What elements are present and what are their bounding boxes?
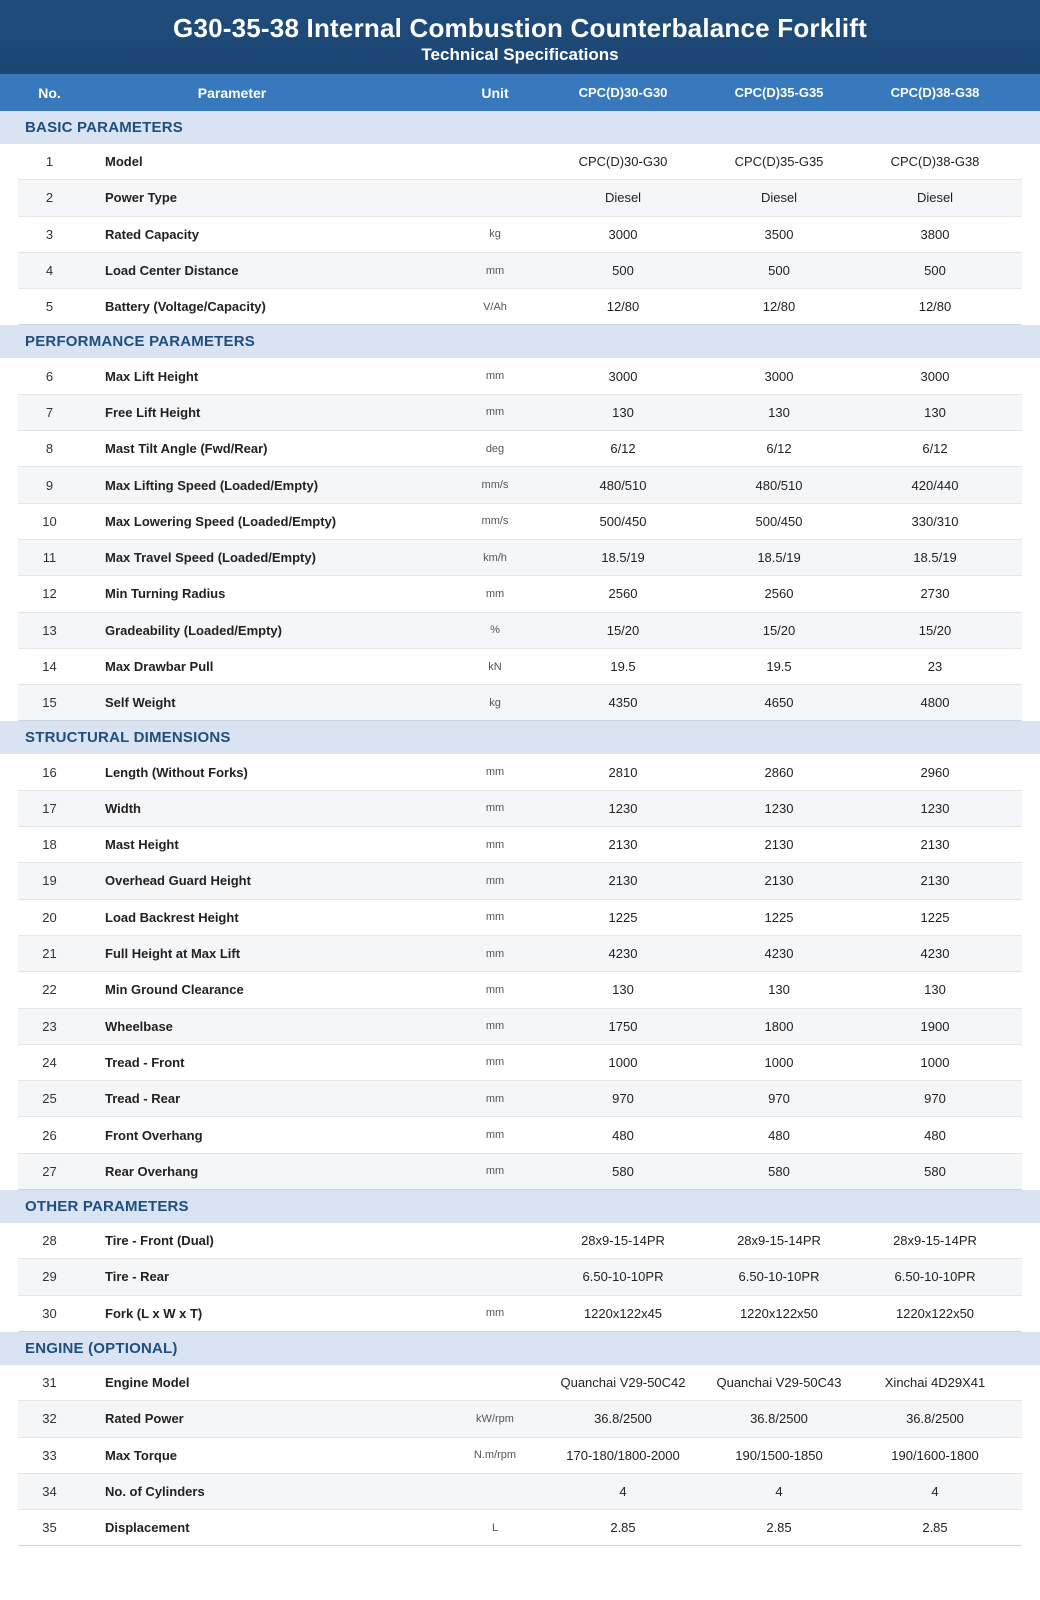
row-number: 16 bbox=[42, 764, 57, 780]
value-model-1: 130 bbox=[612, 404, 634, 420]
parameter-name: Max Lifting Speed (Loaded/Empty) bbox=[105, 477, 319, 493]
unit-cell: km/h bbox=[483, 551, 507, 564]
section-rows bbox=[18, 144, 1022, 325]
table-row bbox=[18, 1474, 1022, 1510]
value-model-2: 580 bbox=[768, 1163, 790, 1179]
value-model-2: 15/20 bbox=[762, 622, 796, 638]
row-number: 18 bbox=[42, 837, 57, 853]
table-row bbox=[18, 1438, 1022, 1474]
row-number: 20 bbox=[42, 909, 57, 925]
value-model-2: 18.5/19 bbox=[757, 550, 801, 566]
value-model-3: 6.50-10-10PR bbox=[894, 1269, 976, 1285]
section-rows bbox=[18, 1223, 1022, 1332]
value-model-2: Quanchai V29-50C43 bbox=[716, 1375, 842, 1391]
row-number: 2 bbox=[45, 190, 54, 206]
table-row bbox=[18, 900, 1022, 936]
value-model-2: 130 bbox=[768, 982, 790, 998]
unit-cell: mm bbox=[485, 1165, 505, 1178]
value-model-2: 130 bbox=[768, 404, 790, 420]
value-model-2: 28x9-15-14PR bbox=[737, 1233, 821, 1249]
row-number: 25 bbox=[42, 1091, 57, 1107]
parameter-name: Rated Capacity bbox=[105, 226, 199, 242]
row-number: 12 bbox=[42, 586, 57, 602]
parameter-name: Tread - Rear bbox=[105, 1091, 181, 1107]
parameter-name: Self Weight bbox=[105, 695, 176, 711]
unit-cell: mm bbox=[485, 1092, 505, 1105]
row-number: 31 bbox=[42, 1375, 57, 1391]
row-number: 29 bbox=[42, 1269, 57, 1285]
table-row bbox=[18, 358, 1022, 394]
value-model-1: 130 bbox=[612, 982, 634, 998]
table-row bbox=[18, 431, 1022, 467]
value-model-3: 15/20 bbox=[918, 622, 952, 638]
page-subtitle: Technical Specifications bbox=[421, 45, 619, 64]
value-model-1: 19.5 bbox=[610, 659, 636, 674]
value-model-3: 28x9-15-14PR bbox=[893, 1233, 977, 1249]
parameter-name: Displacement bbox=[105, 1520, 190, 1536]
title-banner bbox=[0, 0, 1040, 74]
table-row bbox=[18, 253, 1022, 289]
row-number: 32 bbox=[42, 1411, 57, 1427]
value-model-3: 4230 bbox=[920, 946, 950, 962]
value-model-1: Quanchai V29-50C42 bbox=[560, 1375, 686, 1391]
value-model-2: 3000 bbox=[764, 368, 794, 384]
row-number: 17 bbox=[42, 800, 57, 816]
table-row bbox=[18, 1259, 1022, 1295]
row-number: 27 bbox=[42, 1163, 57, 1179]
value-model-2: 6/12 bbox=[766, 441, 792, 457]
value-model-3: Diesel bbox=[916, 190, 954, 206]
row-number: 6 bbox=[45, 368, 54, 384]
row-number: 22 bbox=[42, 982, 57, 998]
parameter-name: Fork (L x W x T) bbox=[105, 1305, 203, 1321]
unit-cell: % bbox=[490, 624, 500, 637]
value-model-1: 3000 bbox=[608, 368, 638, 384]
table-row bbox=[18, 504, 1022, 540]
value-model-2: 2860 bbox=[764, 764, 794, 780]
parameter-name: Max Lowering Speed (Loaded/Empty) bbox=[105, 513, 337, 529]
spec-table-body bbox=[0, 111, 1040, 1546]
value-model-2: Diesel bbox=[760, 190, 798, 206]
value-model-3: 130 bbox=[924, 982, 946, 998]
unit-cell: mm/s bbox=[481, 515, 509, 528]
parameter-name: Overhead Guard Height bbox=[105, 873, 251, 889]
table-row bbox=[18, 1296, 1022, 1332]
unit-cell: mm bbox=[485, 264, 505, 277]
section-header: OTHER PARAMETERS bbox=[0, 1190, 1040, 1223]
value-model-1: 2130 bbox=[608, 837, 638, 853]
row-number: 24 bbox=[42, 1054, 57, 1070]
value-model-1: 970 bbox=[612, 1091, 634, 1107]
value-model-3: 18.5/19 bbox=[913, 550, 957, 566]
parameter-name: Min Turning Radius bbox=[105, 586, 226, 602]
row-number: 26 bbox=[42, 1127, 57, 1143]
value-model-1: 1750 bbox=[608, 1018, 638, 1034]
value-model-1: 2130 bbox=[608, 873, 638, 889]
value-model-2: 2130 bbox=[764, 873, 794, 889]
parameter-name: No. of Cylinders bbox=[105, 1483, 205, 1499]
value-model-2: 500 bbox=[768, 263, 790, 279]
parameter-name: Front Overhang bbox=[105, 1127, 203, 1143]
value-model-3: 2130 bbox=[920, 837, 950, 853]
table-row bbox=[18, 972, 1022, 1008]
unit-cell: mm bbox=[485, 587, 505, 600]
value-model-1: 4 bbox=[619, 1483, 627, 1499]
table-row bbox=[18, 180, 1022, 216]
parameter-name: Model bbox=[105, 154, 143, 170]
table-row bbox=[18, 576, 1022, 612]
value-model-3: 1220x122x50 bbox=[895, 1305, 975, 1321]
row-number: 1 bbox=[45, 154, 54, 170]
value-model-3: 6/12 bbox=[922, 441, 948, 457]
page-title: G30-35-38 Internal Combustion Counterbalance Forklift bbox=[173, 13, 867, 43]
value-model-2: 4230 bbox=[764, 946, 794, 962]
value-model-1: 170-180/1800-2000 bbox=[566, 1447, 680, 1463]
parameter-name: Load Backrest Height bbox=[105, 909, 239, 925]
value-model-1: 500/450 bbox=[599, 513, 647, 529]
row-number: 33 bbox=[42, 1447, 57, 1463]
table-row bbox=[18, 1223, 1022, 1259]
value-model-3: Xinchai 4D29X41 bbox=[884, 1375, 986, 1391]
value-model-3: 500 bbox=[924, 263, 946, 279]
unit-cell: deg bbox=[485, 442, 505, 455]
column-header-model-3: CPC(D)38-G38 bbox=[890, 85, 980, 100]
value-model-1: 28x9-15-14PR bbox=[581, 1233, 665, 1249]
value-model-1: 480 bbox=[612, 1127, 634, 1143]
value-model-1: 12/80 bbox=[606, 299, 640, 315]
value-model-2: 1230 bbox=[764, 800, 794, 816]
row-number: 21 bbox=[42, 946, 57, 962]
unit-cell: kN bbox=[488, 660, 502, 673]
parameter-name: Width bbox=[105, 800, 141, 816]
value-model-1: 1225 bbox=[608, 909, 638, 925]
parameter-name: Mast Height bbox=[105, 837, 179, 853]
parameter-name: Max Drawbar Pull bbox=[105, 659, 214, 674]
table-row bbox=[18, 1045, 1022, 1081]
table-row bbox=[18, 540, 1022, 576]
table-row bbox=[18, 754, 1022, 790]
table-row bbox=[18, 467, 1022, 503]
value-model-3: 2960 bbox=[920, 764, 950, 780]
unit-cell: mm bbox=[485, 1056, 505, 1069]
parameter-name: Full Height at Max Lift bbox=[105, 946, 241, 962]
value-model-1: 36.8/2500 bbox=[594, 1411, 652, 1427]
table-row bbox=[18, 1401, 1022, 1437]
parameter-name: Min Ground Clearance bbox=[105, 982, 244, 998]
value-model-1: 580 bbox=[612, 1163, 634, 1179]
value-model-3: 330/310 bbox=[911, 513, 959, 529]
value-model-2: 970 bbox=[768, 1091, 790, 1107]
value-model-1: 6.50-10-10PR bbox=[582, 1269, 664, 1285]
value-model-3: 3000 bbox=[920, 368, 950, 384]
column-header-model-1: CPC(D)30-G30 bbox=[578, 85, 668, 100]
unit-cell: mm bbox=[485, 766, 505, 779]
row-number: 19 bbox=[42, 873, 57, 889]
row-number: 13 bbox=[42, 622, 57, 638]
column-header-no: No. bbox=[38, 84, 61, 101]
value-model-3: 190/1600-1800 bbox=[891, 1447, 979, 1463]
value-model-3: 4 bbox=[931, 1483, 939, 1499]
table-row bbox=[18, 1365, 1022, 1401]
table-row bbox=[18, 1117, 1022, 1153]
value-model-3: CPC(D)38-G38 bbox=[890, 154, 980, 170]
value-model-2: 12/80 bbox=[762, 299, 796, 315]
parameter-name: Power Type bbox=[105, 190, 178, 206]
row-number: 3 bbox=[45, 226, 54, 242]
unit-cell: mm bbox=[485, 983, 505, 996]
row-number: 35 bbox=[42, 1520, 57, 1536]
value-model-3: 580 bbox=[924, 1163, 946, 1179]
value-model-1: 3000 bbox=[608, 226, 638, 242]
table-row bbox=[18, 144, 1022, 180]
parameter-name: Battery (Voltage/Capacity) bbox=[105, 299, 266, 315]
parameter-name: Tire - Rear bbox=[105, 1269, 170, 1285]
table-row bbox=[18, 827, 1022, 863]
parameter-name: Wheelbase bbox=[105, 1018, 173, 1034]
unit-cell: N.m/rpm bbox=[473, 1449, 517, 1462]
row-number: 34 bbox=[42, 1483, 57, 1499]
value-model-3: 2130 bbox=[920, 873, 950, 889]
table-row bbox=[18, 1154, 1022, 1190]
value-model-1: 4230 bbox=[608, 946, 638, 962]
value-model-1: 2.85 bbox=[610, 1520, 636, 1536]
value-model-3: 36.8/2500 bbox=[906, 1411, 964, 1427]
value-model-2: 500/450 bbox=[755, 513, 803, 529]
parameter-name: Max Torque bbox=[105, 1447, 177, 1463]
unit-cell: kg bbox=[489, 228, 501, 241]
value-model-1: 18.5/19 bbox=[601, 550, 645, 566]
table-row bbox=[18, 936, 1022, 972]
table-row bbox=[18, 649, 1022, 685]
row-number: 7 bbox=[45, 404, 54, 420]
table-row bbox=[18, 1081, 1022, 1117]
unit-cell: mm bbox=[485, 802, 505, 815]
parameter-name: Max Lift Height bbox=[105, 368, 199, 384]
table-row bbox=[18, 613, 1022, 649]
table-row bbox=[18, 1009, 1022, 1045]
row-number: 9 bbox=[45, 477, 54, 493]
value-model-2: 1225 bbox=[764, 909, 794, 925]
table-row bbox=[18, 685, 1022, 721]
parameter-name: Rear Overhang bbox=[105, 1163, 199, 1179]
unit-cell: mm bbox=[485, 1020, 505, 1033]
value-model-1: 1230 bbox=[608, 800, 638, 816]
value-model-3: 2730 bbox=[920, 586, 950, 602]
value-model-3: 3800 bbox=[920, 226, 950, 242]
value-model-1: 1000 bbox=[608, 1054, 638, 1070]
value-model-2: 480 bbox=[768, 1127, 790, 1143]
table-row bbox=[18, 1510, 1022, 1546]
value-model-2: CPC(D)35-G35 bbox=[734, 154, 824, 170]
value-model-1: 2560 bbox=[608, 586, 638, 602]
value-model-3: 1230 bbox=[920, 800, 950, 816]
value-model-3: 480 bbox=[924, 1127, 946, 1143]
value-model-1: Diesel bbox=[604, 190, 642, 206]
row-number: 15 bbox=[42, 695, 57, 711]
column-header-model-2: CPC(D)35-G35 bbox=[734, 85, 824, 100]
row-number: 14 bbox=[42, 659, 57, 674]
value-model-3: 1900 bbox=[920, 1018, 950, 1034]
unit-cell: mm bbox=[485, 874, 505, 887]
table-row bbox=[18, 217, 1022, 253]
value-model-2: 36.8/2500 bbox=[750, 1411, 808, 1427]
row-number: 8 bbox=[45, 441, 54, 457]
value-model-1: 4350 bbox=[608, 695, 638, 711]
value-model-1: 500 bbox=[612, 263, 634, 279]
parameter-name: Length (Without Forks) bbox=[105, 764, 248, 780]
row-number: 28 bbox=[42, 1233, 57, 1249]
value-model-2: 19.5 bbox=[766, 659, 792, 674]
value-model-2: 2.85 bbox=[766, 1520, 792, 1536]
section-header: BASIC PARAMETERS bbox=[0, 111, 1040, 144]
unit-cell: kW/rpm bbox=[476, 1412, 514, 1425]
table-row bbox=[18, 863, 1022, 899]
value-model-3: 1000 bbox=[920, 1054, 950, 1070]
value-model-2: 2130 bbox=[764, 837, 794, 853]
unit-cell: mm bbox=[485, 406, 505, 419]
unit-cell: mm bbox=[485, 1129, 505, 1142]
value-model-3: 2.85 bbox=[922, 1520, 948, 1536]
section-rows bbox=[18, 754, 1022, 1190]
section-rows bbox=[18, 358, 1022, 721]
value-model-2: 480/510 bbox=[755, 477, 803, 493]
parameter-name: Tread - Front bbox=[105, 1054, 185, 1070]
unit-cell: mm bbox=[485, 838, 505, 851]
section-header: PERFORMANCE PARAMETERS bbox=[0, 325, 1040, 358]
row-number: 5 bbox=[45, 299, 54, 315]
value-model-2: 190/1500-1850 bbox=[735, 1447, 823, 1463]
value-model-3: 12/80 bbox=[918, 299, 952, 315]
value-model-1: 480/510 bbox=[599, 477, 647, 493]
value-model-2: 2560 bbox=[764, 586, 794, 602]
value-model-1: 1220x122x45 bbox=[583, 1305, 663, 1321]
parameter-name: Mast Tilt Angle (Fwd/Rear) bbox=[105, 441, 268, 457]
value-model-2: 6.50-10-10PR bbox=[738, 1269, 820, 1285]
value-model-2: 4650 bbox=[764, 695, 794, 711]
section-rows bbox=[18, 1365, 1022, 1546]
parameter-name: Tire - Front (Dual) bbox=[105, 1233, 214, 1249]
value-model-3: 23 bbox=[927, 659, 943, 674]
table-row bbox=[18, 289, 1022, 325]
column-header-row bbox=[0, 74, 1040, 111]
parameter-name: Engine Model bbox=[105, 1375, 190, 1391]
parameter-name: Load Center Distance bbox=[105, 263, 239, 279]
unit-cell: mm bbox=[485, 370, 505, 383]
parameter-name: Free Lift Height bbox=[105, 404, 201, 420]
value-model-1: CPC(D)30-G30 bbox=[578, 154, 668, 170]
value-model-1: 2810 bbox=[608, 764, 638, 780]
value-model-2: 3500 bbox=[764, 226, 794, 242]
parameter-name: Gradeability (Loaded/Empty) bbox=[105, 622, 282, 638]
section-header: ENGINE (OPTIONAL) bbox=[0, 1332, 1040, 1365]
column-header-parameter: Parameter bbox=[197, 84, 267, 101]
value-model-1: 15/20 bbox=[606, 622, 640, 638]
row-number: 10 bbox=[42, 513, 57, 529]
row-number: 23 bbox=[42, 1018, 57, 1034]
unit-cell: mm bbox=[485, 911, 505, 924]
table-row bbox=[18, 395, 1022, 431]
unit-cell: mm bbox=[485, 947, 505, 960]
parameter-name: Rated Power bbox=[105, 1411, 184, 1427]
section-header: STRUCTURAL DIMENSIONS bbox=[0, 721, 1040, 754]
row-number: 4 bbox=[45, 263, 54, 279]
value-model-2: 1220x122x50 bbox=[739, 1305, 819, 1321]
value-model-3: 970 bbox=[924, 1091, 946, 1107]
column-header-unit: Unit bbox=[481, 84, 509, 101]
table-row bbox=[18, 791, 1022, 827]
unit-cell: mm/s bbox=[481, 479, 509, 492]
value-model-3: 1225 bbox=[920, 909, 950, 925]
parameter-name: Max Travel Speed (Loaded/Empty) bbox=[105, 550, 316, 566]
row-number: 11 bbox=[42, 550, 57, 566]
unit-cell: L bbox=[491, 1521, 499, 1534]
unit-cell: kg bbox=[489, 696, 501, 709]
row-number: 30 bbox=[42, 1305, 57, 1321]
value-model-2: 1800 bbox=[764, 1018, 794, 1034]
unit-cell: mm bbox=[485, 1307, 505, 1320]
value-model-3: 420/440 bbox=[911, 477, 959, 493]
value-model-2: 1000 bbox=[764, 1054, 794, 1070]
value-model-2: 4 bbox=[775, 1483, 783, 1499]
value-model-1: 6/12 bbox=[610, 441, 636, 457]
unit-cell: V/Ah bbox=[483, 300, 507, 313]
value-model-3: 4800 bbox=[920, 695, 950, 711]
value-model-3: 130 bbox=[924, 404, 946, 420]
